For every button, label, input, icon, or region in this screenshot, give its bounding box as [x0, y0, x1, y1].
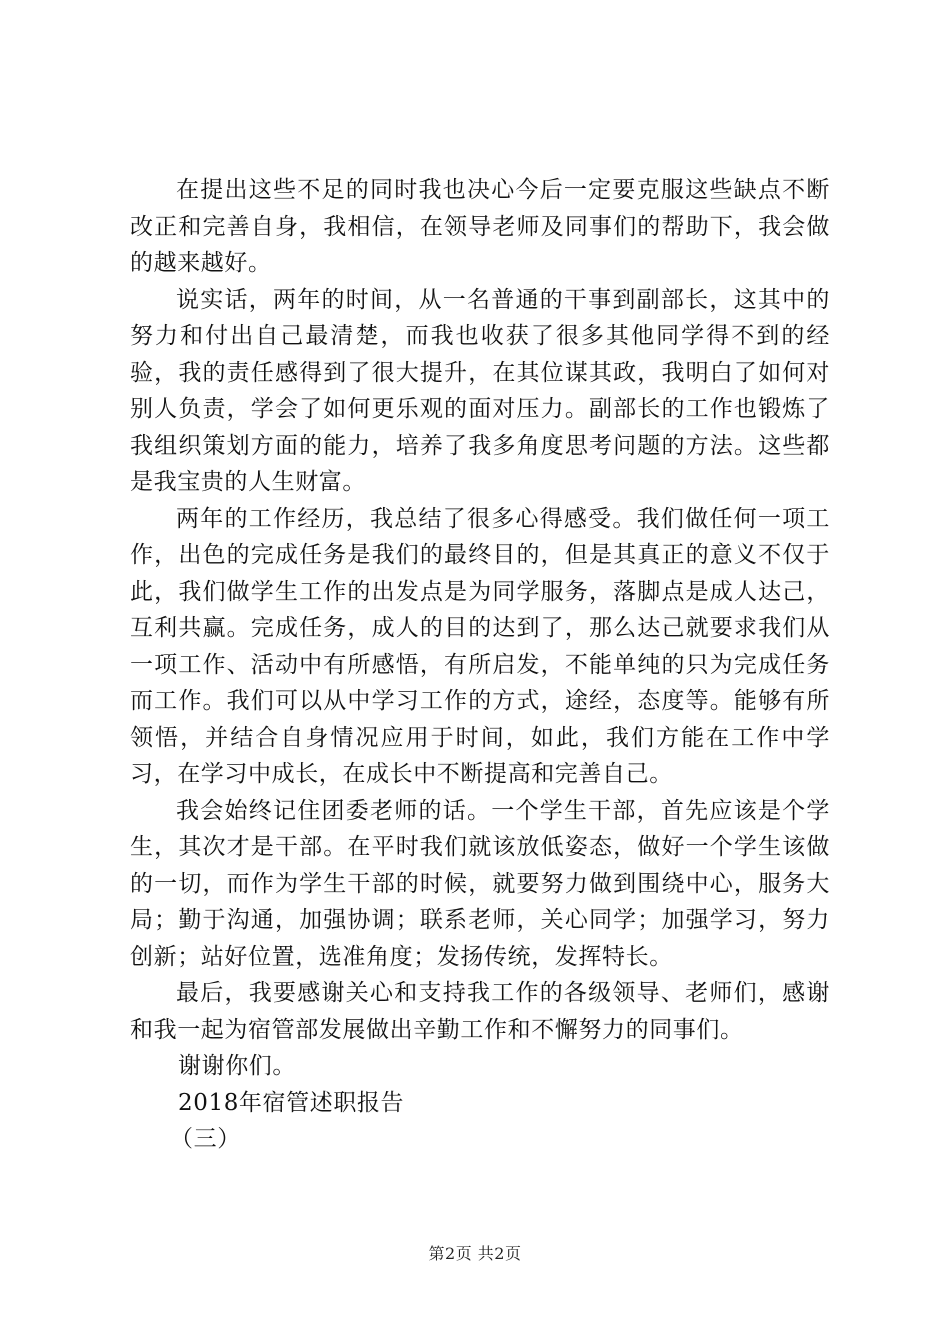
paragraph-experience: 说实话，两年的时间，从一名普通的干事到副部长，这其中的努力和付出自己最清楚，而我也收获了很多其他同学得不到的经验，我的责任感得到了很大提升，在其位谋其政，我明白了如何对别人负责，学会了如何更乐观的面对压力。副部长的工作也锻炼了我组织策划方面的能力，培养了我多角度思考问题的方法。这些都是我宝贵的人生财富。: [130, 286, 830, 495]
paragraph-thanks: 最后，我要感谢关心和支持我工作的各级领导、老师们，感谢和我一起为宿管部发展做出辛勤工作和不懈努力的同事们。: [130, 980, 830, 1043]
paragraph-advice: 我会始终记住团委老师的话。一个学生干部，首先应该是个学生，其次才是干部。在平时我们就该放低姿态，做好一个学生该做的一切，而作为学生干部的时候，就要努力做到围绕中心，服务大局；勤于沟通，加强协调；联系老师，关心同学；加强学习，努力创新；站好位置，选准角度；发扬传统，发挥特长。: [130, 797, 830, 970]
paragraph-resolve: 在提出这些不足的同时我也决心今后一定要克服这些缺点不断改正和完善自身，我相信，在领导老师及同事们的帮助下，我会做的越来越好。: [130, 177, 830, 276]
page-footer: [0, 1244, 950, 1264]
section-number: （三）: [170, 1126, 241, 1152]
page-number-label: 第2页 共2页: [428, 1244, 522, 1263]
paragraph-reflection: 两年的工作经历，我总结了很多心得感受。我们做任何一项工作，出色的完成任务是我们的最终目的，但是其真正的意义不仅于此，我们做学生工作的出发点是为同学服务，落脚点是成人达己，互利共赢。完成任务，成人的目的达到了，那么达己就要求我们从一项工作、活动中有所感悟，有所启发，不能单纯的只为完成任务而工作。我们可以从中学习工作的方式，途经，态度等。能够有所领悟，并结合自身情况应用于时间，如此，我们方能在工作中学习，在学习中成长，在成长中不断提高和完善自己。: [130, 505, 830, 787]
closing-line: 谢谢你们。: [178, 1053, 296, 1079]
document-body: [130, 172, 830, 1158]
next-report-title: 2018年宿管述职报告: [178, 1089, 405, 1116]
